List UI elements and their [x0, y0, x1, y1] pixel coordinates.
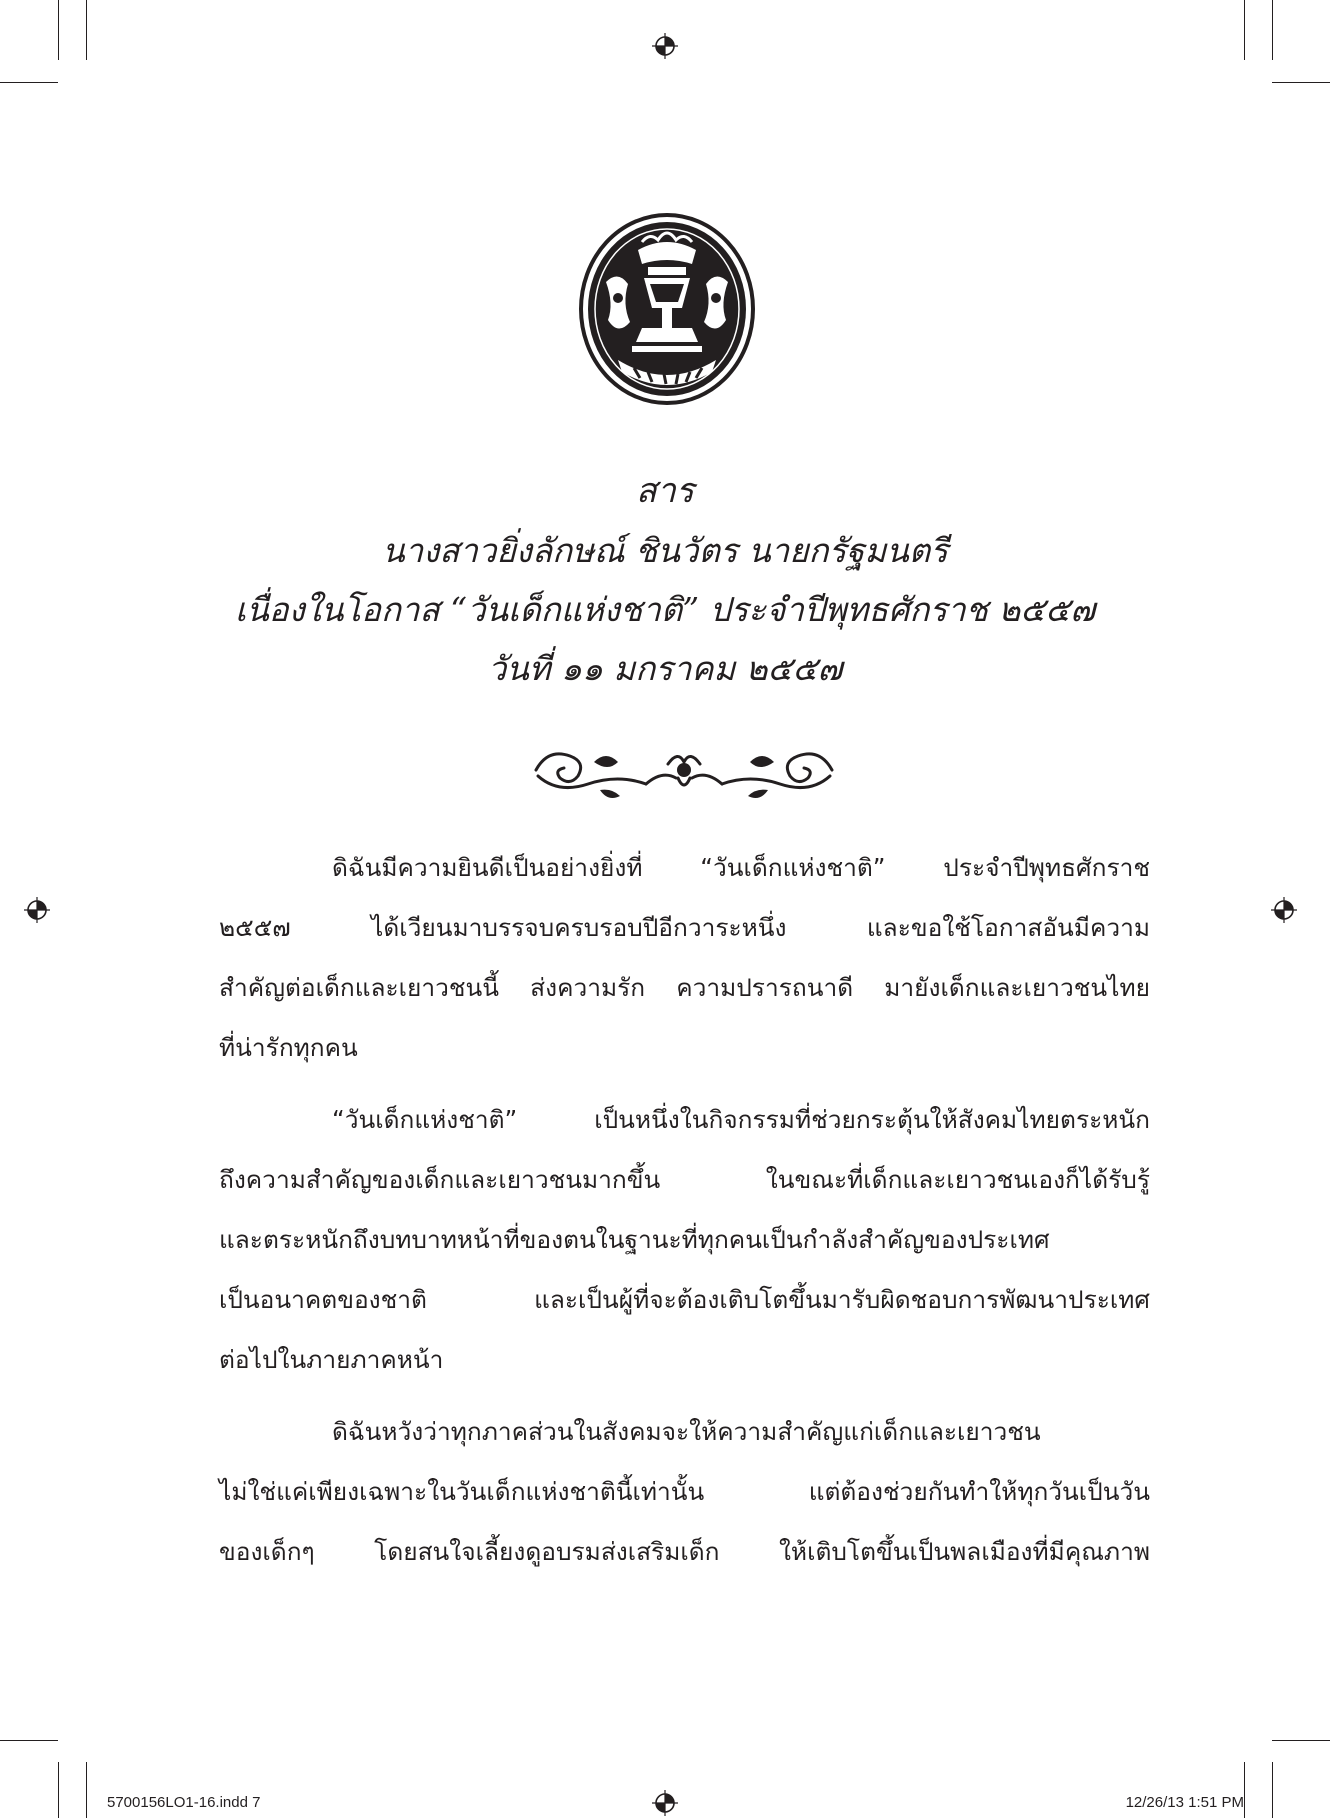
- body-line: ต่อไปในภายภาคหน้า: [219, 1345, 444, 1374]
- body-line: ถึงความสำคัญของเด็กและเยาวชนมากขึ้น ในขณะที่เด็กและเยาวชนเองก็ได้รับรู้: [219, 1165, 1150, 1194]
- date-line: วันที่ ๑๑ มกราคม ๒๕๕๗: [487, 649, 843, 688]
- crop-mark: [58, 0, 59, 60]
- occasion-line: เนื่องในโอกาส “วันเด็กแห่งชาติ” ประจำปีพุทธศักราช ๒๕๕๗: [234, 590, 1096, 629]
- crop-mark: [0, 82, 58, 83]
- thai-government-seal-icon: [578, 212, 756, 406]
- registration-mark-icon: [24, 897, 50, 923]
- crop-mark: [58, 1762, 59, 1818]
- sender-name: นางสาวยิ่งลักษณ์ ชินวัตร นายกรัฐมนตรี: [382, 531, 948, 570]
- footer-timestamp: 12/26/13 1:51 PM: [1125, 1794, 1244, 1811]
- footer-file-info: 5700156LO1-16.indd 7: [107, 1794, 261, 1811]
- body-line: ดิฉันมีความยินดีเป็นอย่างยิ่งที่ “วันเด็กแห่งชาติ” ประจำปีพุทธศักราช: [332, 853, 1150, 882]
- crop-mark: [86, 0, 87, 60]
- body-line: ไม่ใช่แค่เพียงเฉพาะในวันเด็กแห่งชาตินี้เท่านั้น แต่ต้องช่วยกันทำให้ทุกวันเป็นวัน: [219, 1477, 1150, 1506]
- body-text: [219, 838, 1150, 1582]
- body-line: ๒๕๕๗ ได้เวียนมาบรรจบครบรอบปีอีกวาระหนึ่ง และขอใช้โอกาสอันมีความ: [219, 913, 1150, 942]
- body-line: สำคัญต่อเด็กและเยาวชนนี้ ส่งความรัก ความปรารถนาดี มายังเด็กและเยาวชนไทย: [219, 973, 1150, 1002]
- body-line: และตระหนักถึงบทบาทหน้าที่ของตนในฐานะที่ทุกคนเป็นกำลังสำคัญของประเทศ: [219, 1225, 1050, 1254]
- body-line: ของเด็กๆ โดยสนใจเลี้ยงดูอบรมส่งเสริมเด็ก ให้เติบโตขึ้นเป็นพลเมืองที่มีคุณภาพ: [219, 1537, 1150, 1566]
- crop-mark: [1272, 1762, 1273, 1818]
- floral-divider-icon: [528, 740, 840, 806]
- document-title: สาร: [635, 471, 695, 511]
- body-line: “วันเด็กแห่งชาติ” เป็นหนึ่งในกิจกรรมที่ช่วยกระตุ้นให้สังคมไทยตระหนัก: [332, 1105, 1150, 1134]
- registration-mark-icon: [1271, 897, 1297, 923]
- registration-mark-icon: [652, 33, 678, 59]
- body-line: ดิฉันหวังว่าทุกภาคส่วนในสังคมจะให้ความสำคัญแก่เด็กและเยาวชน: [332, 1417, 1041, 1446]
- crop-mark: [1244, 1762, 1245, 1818]
- body-line: ที่น่ารักทุกคน: [219, 1033, 358, 1062]
- body-line: เป็นอนาคตของชาติ และเป็นผู้ที่จะต้องเติบโตขึ้นมารับผิดชอบการพัฒนาประเทศ: [219, 1285, 1150, 1314]
- crop-mark: [1272, 1740, 1330, 1741]
- registration-mark-icon: [652, 1790, 678, 1816]
- title-block: [0, 462, 1330, 698]
- crop-mark: [1244, 0, 1245, 60]
- crop-mark: [86, 1762, 87, 1818]
- crop-mark: [0, 1740, 58, 1741]
- crop-mark: [1272, 82, 1330, 83]
- crop-mark: [1272, 0, 1273, 60]
